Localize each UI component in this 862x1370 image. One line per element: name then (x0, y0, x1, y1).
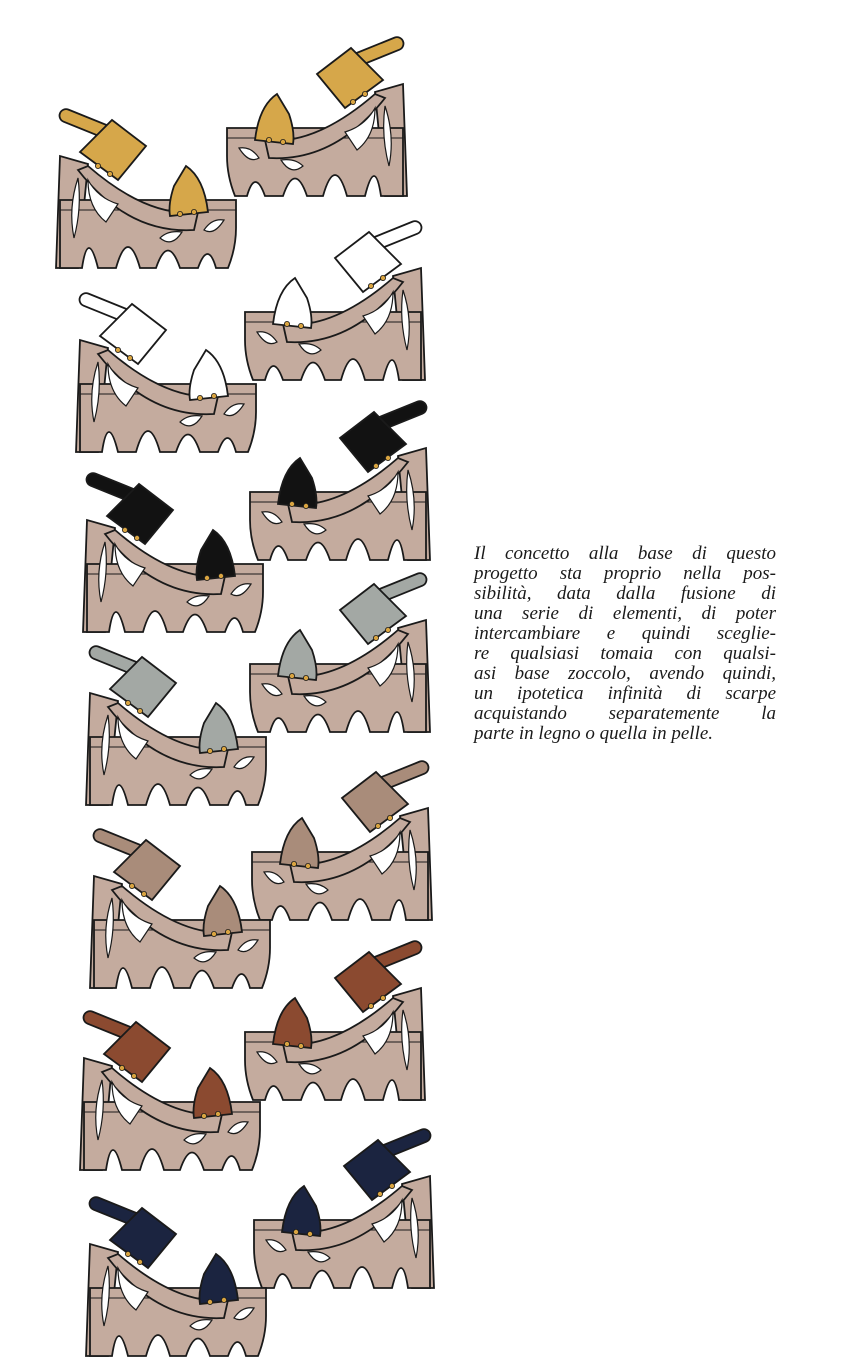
description-line: re qualsiasi tomaia con qualsi- (474, 643, 776, 664)
description-line: una serie di elementi, di poter (474, 603, 776, 624)
description-line: intercambiare e quindi sceglie- (474, 623, 776, 644)
description-line: un ipotetica infinità di scarpe (474, 683, 776, 704)
sandal-grey (86, 644, 266, 805)
sandal-rust (245, 939, 425, 1100)
sandal-navy (254, 1127, 434, 1288)
sandal-navy (86, 1195, 266, 1356)
sandal-grey (250, 571, 430, 732)
sandal-rust (80, 1009, 260, 1170)
sandal-white (245, 219, 425, 380)
description-line: sibilità, data dalla fusione di (474, 583, 776, 604)
sandal-taupe (252, 759, 432, 920)
description-line: parte in legno o quella in pelle. (474, 723, 714, 744)
sandal-taupe (90, 827, 270, 988)
sandal-mustard (56, 107, 236, 268)
project-description (474, 544, 776, 744)
description-line: acquistando separatemente la (474, 703, 776, 724)
sandal-mustard (227, 35, 407, 196)
sandal-black (83, 471, 263, 632)
sandal-black (250, 399, 430, 560)
description-line: asi base zoccolo, avendo quindi, (474, 663, 776, 684)
description-line: progetto sta proprio nella pos- (474, 563, 776, 584)
description-line: Il concetto alla base di questo (474, 543, 776, 564)
sandal-white (76, 291, 256, 452)
